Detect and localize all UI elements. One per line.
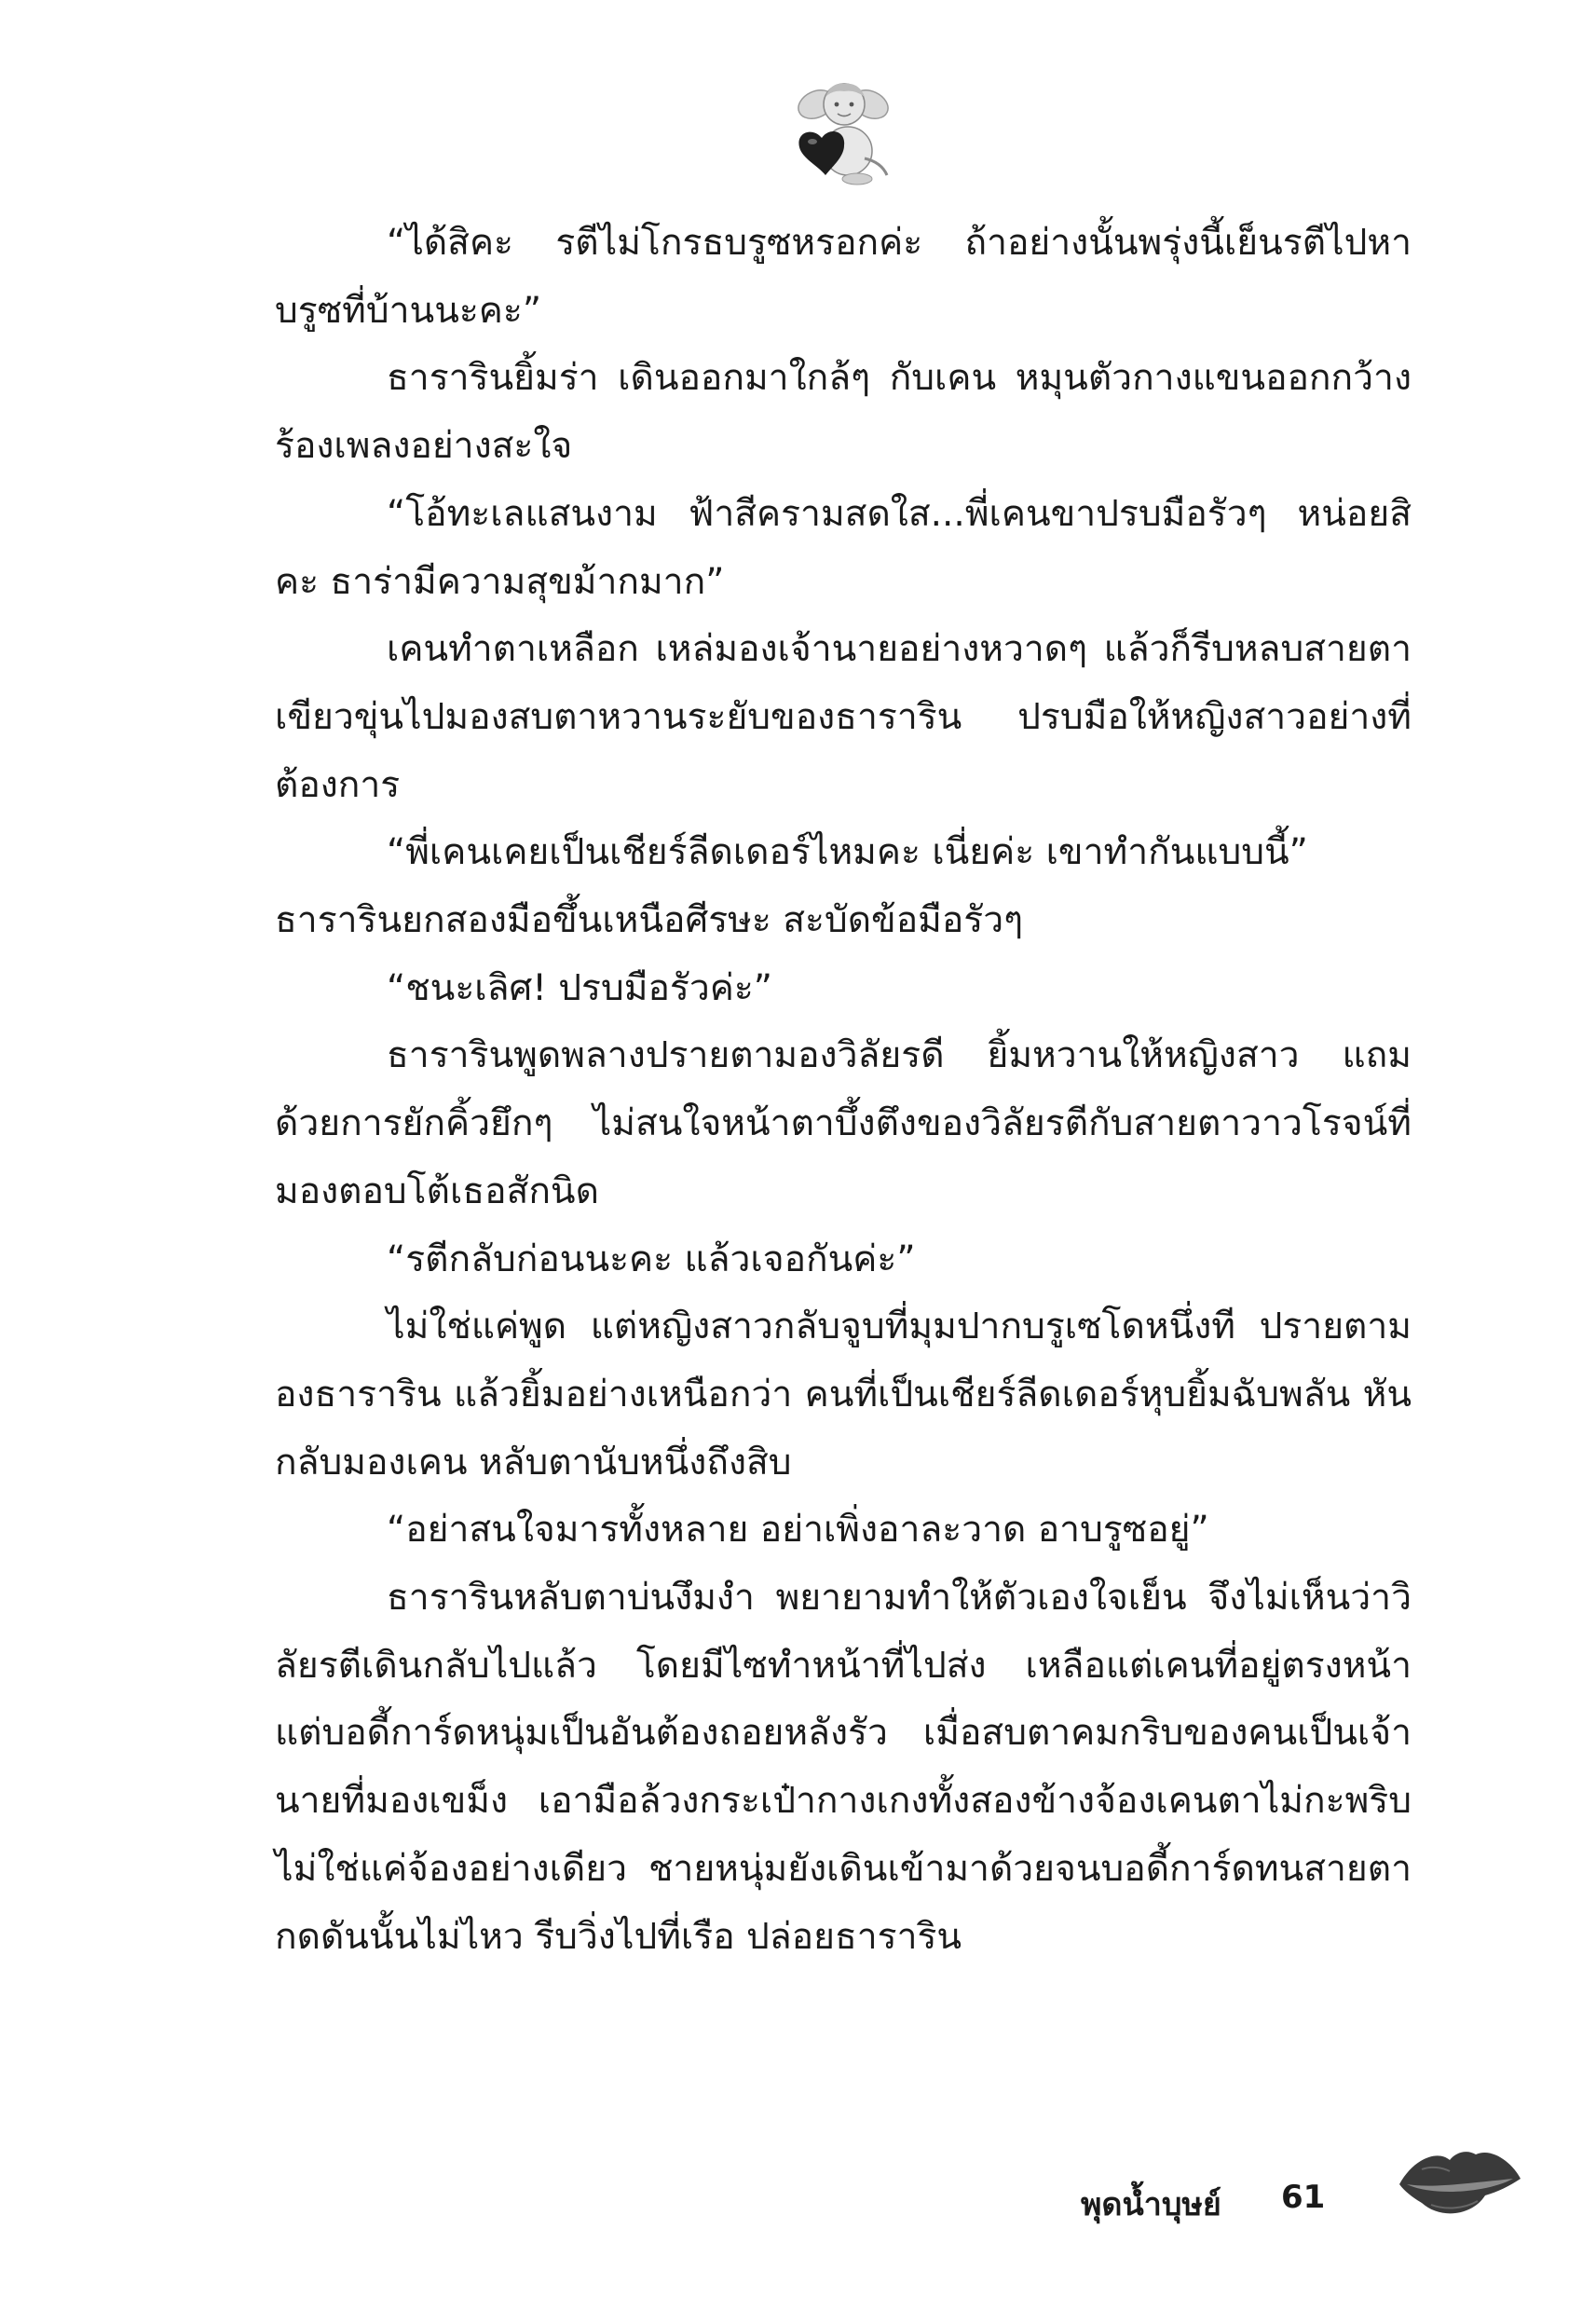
paragraph-4: เคนทำตาเหลือก เหล่มองเจ้านายอย่างหวาดๆ แล้วก็รีบหลบสายตาเขียวขุ่นไปมองสบตาหวานระยับของธาราริน ปรบมือให้หญิงสาวอย่างที่ต้องการ bbox=[275, 628, 1412, 806]
page-footer bbox=[1081, 2173, 1360, 2229]
paragraph-12: ธารารินหลับตาบ่นงึมงำ พยายามทำให้ตัวเองใจเย็น จึงไม่เห็นว่าวิลัยรตีเดินกลับไปแล้ว โดยมีไซทำหน้าที่ไปส่ง เหลือแต่เคนที่อยู่ตรงหน้า แต่บอดี้การ์ดหนุ่มเป็นอันต้องถอยหลังรัว เมื่อสบตาคมกริบของคนเป็นเจ้านายที่มองเขม็ง เอามือล้วงกระเป๋ากางเกงทั้งสองข้างจ้องเคนตาไม่กะพริบ ไม่ใช่แค่จ้องอย่างเดียว ชายหนุ่มยังเดินเข้ามาด้วยจนบอดี้การ์ดทนสายตากดดันนั้นไม่ไหว รีบวิ่งไปที่เรือ ปล่อยธาราริน bbox=[275, 1577, 1412, 1958]
paragraph-10: ไม่ใช่แค่พูด แต่หญิงสาวกลับจูบที่มุมปากบรูเซโดหนึ่งที ปรายตามองธาราริน แล้วยิ้มอย่างเหนือกว่า คนที่เป็นเชียร์ลีดเดอร์หุบยิ้มฉับพลัน หันกลับมองเคน หลับตานับหนึ่งถึงสิบ bbox=[275, 1306, 1412, 1484]
page-number: 61 bbox=[1281, 2179, 1326, 2216]
paragraph-3: “โอ้ทะเลแสนงาม ฟ้าสีครามสดใส...พี่เคนขาปรบมือรัวๆ หน่อยสิคะ ธาร่ามีความสุขม้ากมาก” bbox=[275, 492, 1412, 603]
paragraph-6: ธารารินยกสองมือขึ้นเหนือศีรษะ สะบัดข้อมือรัวๆ bbox=[275, 899, 1024, 942]
paragraph-8: ธารารินพูดพลางปรายตามองวิลัยรดี ยิ้มหวานให้หญิงสาว แถมด้วยการยักคิ้วยึกๆ ไม่สนใจหน้าตาบึ้งตึงของวิลัยรตีกับสายตาวาวโรจน์ที่มองตอบโต้เธอสักนิด bbox=[275, 1034, 1412, 1212]
chapter-body-text bbox=[275, 210, 1412, 1971]
paragraph-5: “พี่เคนเคยเป็นเชียร์ลีดเดอร์ไหมคะ เนี่ยค่ะ เขาทำกันแบบนี้” bbox=[387, 831, 1308, 874]
lips-kiss-icon bbox=[1394, 2136, 1524, 2229]
book-title: พุดน้ำบุษย์ bbox=[1081, 2186, 1221, 2223]
cupid-heart-icon bbox=[790, 76, 894, 186]
paragraph-2: ธารารินยิ้มร่า เดินออกมาใกล้ๆ กับเคน หมุนตัวกางแขนออกกว้าง ร้องเพลงอย่างสะใจ bbox=[275, 357, 1412, 468]
paragraph-1: “ได้สิคะ รตีไม่โกรธบรูซหรอกค่ะ ถ้าอย่างนั้นพรุ่งนี้เย็นรตีไปหาบรูซที่บ้านนะคะ” bbox=[275, 222, 1412, 332]
paragraph-7: “ชนะเลิศ! ปรบมือรัวค่ะ” bbox=[387, 966, 772, 1009]
paragraph-11: “อย่าสนใจมารทั้งหลาย อย่าเพิ่งอาละวาด อาบรูซอยู่” bbox=[387, 1509, 1209, 1552]
paragraph-9: “รตีกลับก่อนนะคะ แล้วเจอกันค่ะ” bbox=[387, 1238, 916, 1280]
